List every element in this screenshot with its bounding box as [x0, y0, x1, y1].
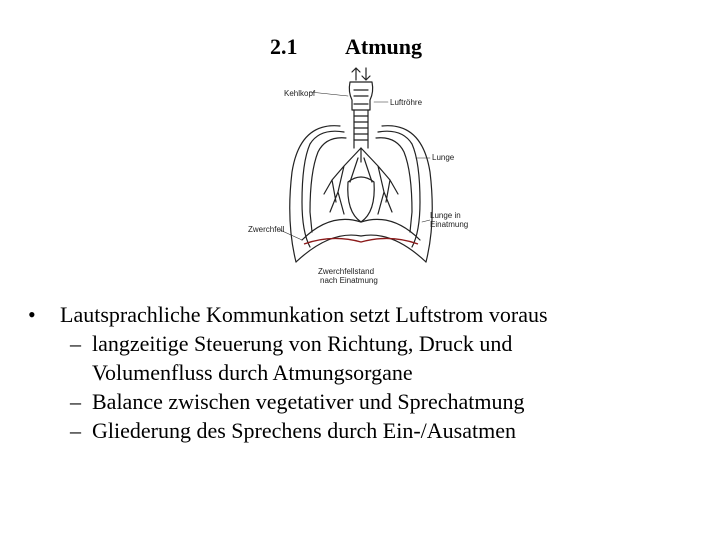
bullet-dot: •	[28, 302, 36, 327]
main-bullet	[28, 300, 708, 329]
label-luftroehre: Luftröhre	[390, 98, 423, 107]
section-title: Atmung	[345, 34, 423, 59]
section-number: 2.1	[270, 34, 298, 59]
label-lunge-in: Lunge in	[430, 211, 461, 220]
sub-bullet-text-cont: Volumenfluss durch Atmungsorgane	[92, 360, 413, 385]
sub-bullet-dash: –	[70, 331, 81, 356]
label-einatmung: Einatmung	[430, 220, 469, 229]
sub-bullet-text: Gliederung des Sprechens durch Ein-/Ausatmen	[92, 418, 516, 443]
sub-bullet	[28, 387, 708, 416]
sub-bullet-text: langzeitige Steuerung von Richtung, Druck und	[92, 331, 513, 356]
label-kehlkopf: Kehlkopf	[284, 89, 316, 98]
slide-title	[0, 30, 720, 64]
sub-bullet-text: Balance zwischen vegetativer und Sprechatmung	[92, 389, 525, 414]
bullet-list	[28, 300, 708, 445]
sub-bullet	[28, 416, 708, 445]
sub-bullet	[28, 329, 708, 387]
label-zwerchfell: Zwerchfell	[248, 225, 285, 234]
label-nach-einatmung: nach Einatmung	[320, 276, 378, 285]
label-zwerchfellstand: Zwerchfellstand	[318, 267, 375, 276]
respiratory-diagram	[240, 62, 480, 288]
sub-bullet-dash: –	[70, 418, 81, 443]
sub-bullet-dash: –	[70, 389, 81, 414]
main-bullet-text: Lautsprachliche Kommunkation setzt Luftstrom voraus	[60, 302, 548, 327]
label-lunge: Lunge	[432, 153, 455, 162]
